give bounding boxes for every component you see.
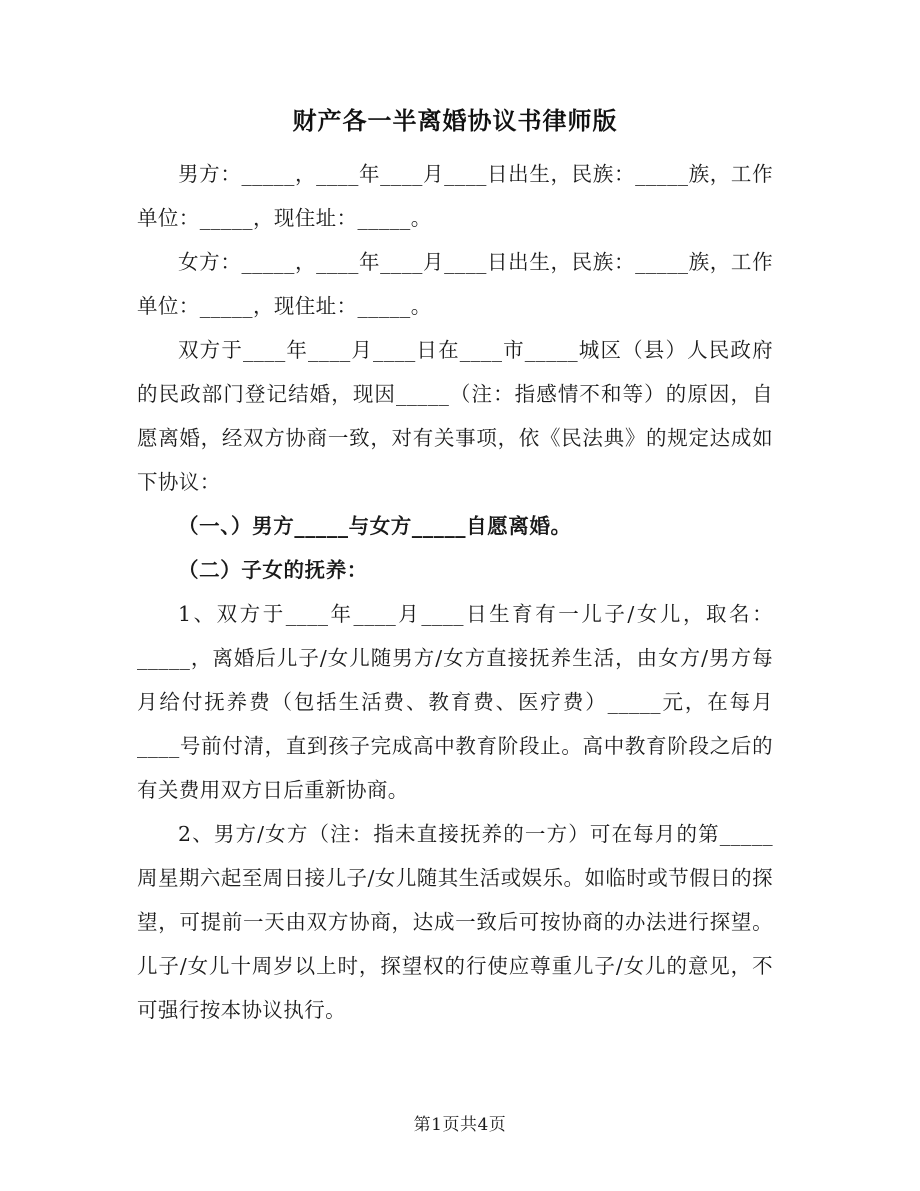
paragraph-marriage-registration: 双方于____年____月____日在____市_____城区（县）人民政府的民政部门登记结婚，现因_____（注：指感情不和等）的原因，自愿离婚，经双方协商一致，对有关事项，依《民法典》的规定达成如下协议： <box>137 338 773 494</box>
page-number-footer: 第1页共4页 <box>413 1115 507 1135</box>
paragraph-custody-item-1: 1、双方于____年____月____日生育有一儿子/女儿，取名：_____，离婚后儿子/女儿随男方/女方直接抚养生活，由女方/男方每月给付抚养费（包括生活费、教育费、医疗费）_____元，在每月____号前付清，直到孩子完成高中教育阶段止。高中教育阶段之后的有关费用双方日后重新协商。 <box>137 602 773 802</box>
paragraph-party-male: 男方：_____，____年____月____日出生，民族：_____族，工作单位：_____，现住址：_____。 <box>137 162 773 230</box>
paragraph-clause-two-child-custody-heading: （二）子女的抚养： <box>178 558 368 582</box>
paragraph-clause-one-voluntary-divorce: （一、）男方_____与女方_____自愿离婚。 <box>178 514 572 538</box>
page-title: 财产各一半离婚协议书律师版 <box>292 106 618 135</box>
document-body <box>137 104 773 1032</box>
paragraph-party-female: 女方：_____，____年____月____日出生，民族：_____族，工作单位：_____，现住址：_____。 <box>137 250 773 318</box>
paragraph-custody-item-2: 2、男方/女方（注：指未直接抚养的一方）可在每月的第_____周星期六起至周日接儿子/女儿随其生活或娱乐。如临时或节假日的探望，可提前一天由双方协商，达成一致后可按协商的办法进行探望。儿子/女儿十周岁以上时，探望权的行使应尊重儿子/女儿的意见，不可强行按本协议执行。 <box>137 822 773 1022</box>
